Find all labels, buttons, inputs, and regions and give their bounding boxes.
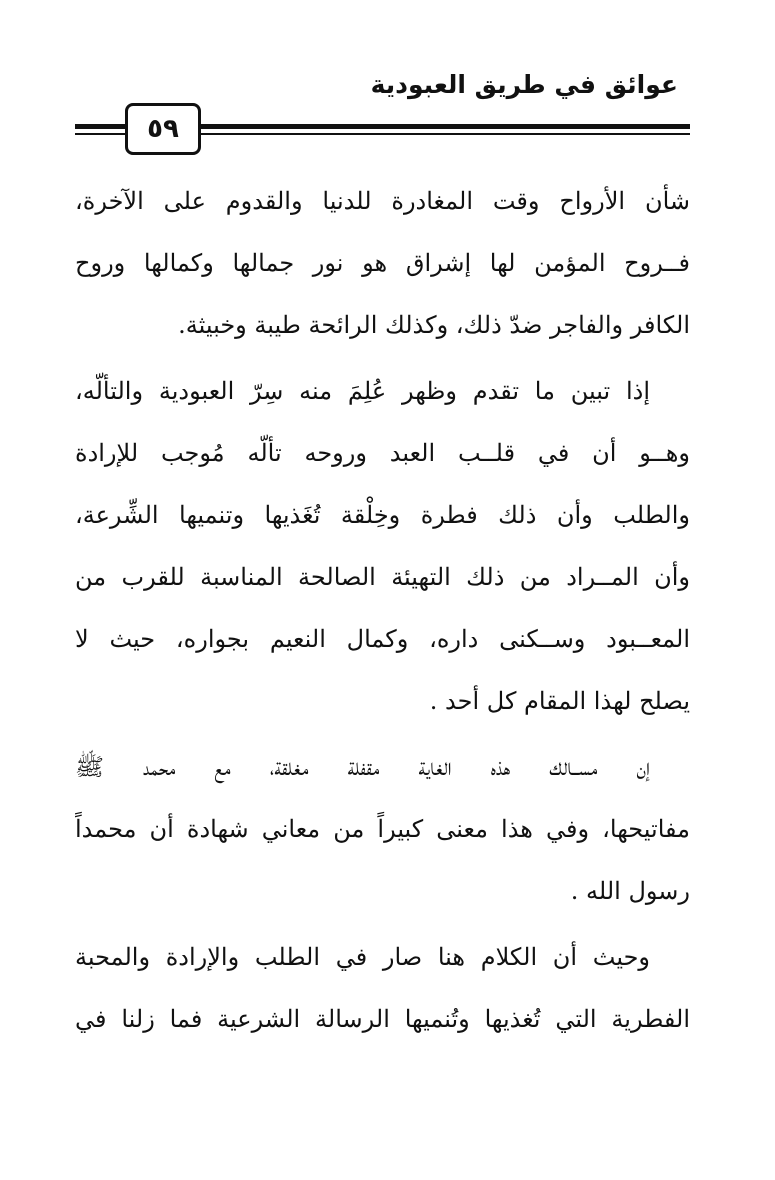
text-line: رسول الله . bbox=[570, 877, 690, 905]
text-line: يصلح لهذا المقام كل أحد . bbox=[429, 687, 690, 715]
text-line: والطلب وأن ذلك فطرة وخِلْقة تُغَذيها وتنميها الشِّرعة، bbox=[75, 501, 690, 529]
text-line: وحيث أن الكلام هنا صار في الطلب والإرادة والمحبة bbox=[75, 943, 650, 971]
text-line: المعــبود وســكنى داره، وكمال النعيم بجواره، حيث لا bbox=[75, 625, 690, 653]
page-number: ٥٩ bbox=[147, 114, 179, 144]
paragraph-4 bbox=[75, 926, 690, 1050]
paragraph-1 bbox=[75, 170, 690, 356]
text-line: وهــو أن في قلــب العبد وروحه تألّه مُوجب للإرادة bbox=[75, 439, 690, 467]
text-line: إن مســالك هذه الغاية مقفلة مغلقة، مع محمد ﷺ bbox=[75, 753, 650, 781]
text-line: الكافر والفاجر ضدّ ذلك، وكذلك الرائحة طيبة وخبيثة. bbox=[178, 311, 690, 339]
paragraph-3 bbox=[75, 736, 690, 922]
text-line: إذا تبين ما تقدم وظهر عُلِمَ منه سِرّ العبودية والتألّه، bbox=[75, 377, 650, 405]
text-line: مفاتيحها، وفي هذا معنى كبيراً من معاني شهادة أن محمداً bbox=[75, 815, 690, 843]
text-line: شأن الأرواح وقت المغادرة للدنيا والقدوم على الآخرة، bbox=[75, 187, 690, 215]
text-line: فــروح المؤمن لها إشراق هو نور جمالها وكمالها وروح bbox=[75, 249, 690, 277]
page-number-box bbox=[125, 103, 201, 155]
paragraph-2 bbox=[75, 360, 690, 732]
running-header-title: عوائق في طريق العبودية bbox=[370, 70, 678, 99]
text-line: الفطرية التي تُغذيها وتُنميها الرسالة الشرعية فما زلنا في bbox=[75, 1005, 690, 1033]
body-text bbox=[75, 170, 690, 1050]
text-line: وأن المــراد من ذلك التهيئة الصالحة المناسبة للقرب من bbox=[75, 563, 690, 591]
